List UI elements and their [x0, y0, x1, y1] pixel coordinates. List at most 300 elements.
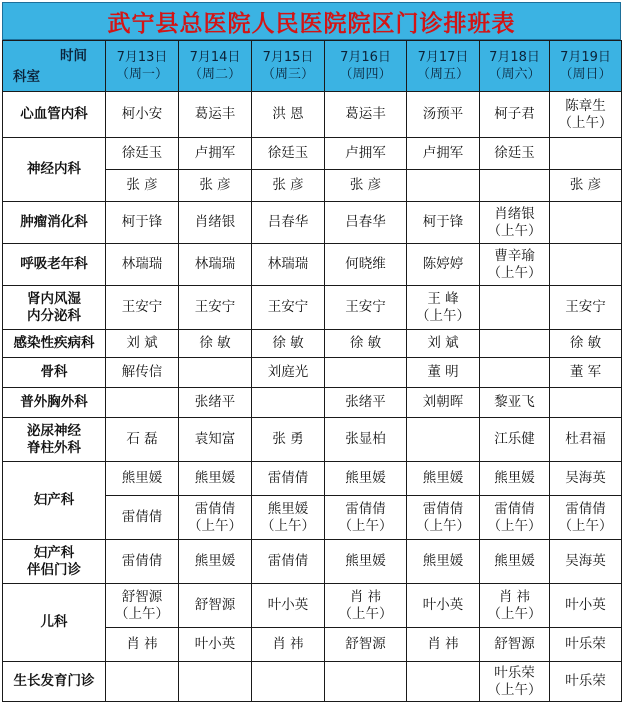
schedule-cell [325, 628, 407, 662]
doctor-name-text: 王安宁 [121, 299, 163, 315]
doctor-name-text: 卢拥军 [345, 145, 386, 161]
schedule-cell [252, 138, 325, 170]
doctor-name [407, 394, 479, 411]
schedule-cell [480, 462, 550, 496]
doctor-name-text: 舒智源 [494, 636, 535, 652]
schedule-cell [325, 496, 407, 540]
schedule-cell [407, 628, 480, 662]
department-name-cell [3, 286, 106, 330]
doctor-name-text: 肖 祎 [498, 588, 531, 605]
schedule-cell [325, 202, 407, 244]
day-weekday: （周四） [339, 67, 392, 82]
schedule-cell [179, 418, 252, 462]
shift-note: （上午） [487, 264, 542, 281]
table-row [3, 584, 622, 628]
doctor-name-text: 吴海英 [565, 470, 606, 486]
doctor-name [407, 145, 479, 162]
doctor-name-text: 徐 敏 [349, 335, 382, 351]
department-name-cell [3, 138, 106, 202]
department-name-cell [3, 244, 106, 286]
doctor-name-text: 刘 斌 [126, 335, 158, 351]
doctor-name [179, 597, 251, 614]
schedule-cell [325, 286, 407, 330]
schedule-cell [480, 138, 550, 170]
schedule-cell [550, 662, 622, 702]
schedule-cell [179, 462, 252, 496]
schedule-cell [179, 244, 252, 286]
doctor-name-text: 张 勇 [272, 431, 304, 447]
schedule-cell [179, 540, 252, 584]
day-date: 7月13日 [116, 50, 168, 65]
doctor-name [550, 177, 621, 194]
schedule-cell [179, 358, 252, 388]
doctor-name-text: 徐 敏 [272, 335, 304, 351]
doctor-name [252, 636, 324, 653]
doctor-name [407, 106, 479, 123]
department-name-cell [3, 92, 106, 138]
time-label: 时间 [60, 48, 87, 64]
doctor-name [407, 291, 479, 325]
schedule-cell [550, 244, 622, 286]
shift-note: （上午） [558, 114, 613, 131]
doctor-name-text: 袁知富 [194, 431, 236, 447]
doctor-name-text: 肖 祎 [427, 636, 459, 652]
schedule-cell [252, 462, 325, 496]
doctor-name-text: 熊里媛 [267, 500, 309, 517]
schedule-cell [252, 330, 325, 358]
doctor-name-text: 柯小安 [121, 106, 163, 122]
schedule-cell [106, 388, 179, 418]
page-title-text: 武宁县总医院人民医院院区门诊排班表 [107, 10, 516, 37]
doctor-name-text: 董 军 [569, 364, 602, 380]
schedule-cell [407, 170, 480, 202]
doctor-name [179, 394, 251, 411]
schedule-cell [252, 584, 325, 628]
doctor-name-text: 熊里媛 [345, 470, 386, 486]
doctor-name-text: 肖 祎 [349, 588, 382, 605]
doctor-name-text: 王安宁 [565, 299, 606, 315]
department-name: 生长发育门诊 [13, 673, 95, 689]
schedule-table [2, 40, 622, 702]
doctor-name-text: 肖绪银 [494, 205, 535, 222]
doctor-name [480, 636, 549, 653]
shift-note: （上午） [338, 517, 393, 534]
doctor-name-text: 舒智源 [194, 597, 236, 613]
shift-note: （上午） [487, 222, 542, 239]
schedule-cell [407, 92, 480, 138]
doctor-name-text: 叶小英 [565, 597, 606, 613]
schedule-cell [179, 584, 252, 628]
doctor-name [480, 553, 549, 570]
doctor-name [106, 553, 178, 570]
department-label: 科室 [13, 69, 40, 85]
department-name: 感染性疾病科 [13, 335, 95, 351]
department-name: 妇产科 [33, 492, 75, 508]
doctor-name-text: 王 峰 [427, 290, 459, 307]
department-name-cell [3, 330, 106, 358]
doctor-name [252, 299, 324, 316]
day-date: 7月18日 [489, 50, 540, 65]
doctor-name-text: 汤预平 [422, 106, 464, 122]
schedule-cell [106, 170, 179, 202]
table-row [3, 540, 622, 584]
doctor-name [480, 501, 549, 535]
doctor-name [407, 335, 479, 352]
doctor-name [179, 256, 251, 273]
doctor-name-text: 肖 祎 [272, 636, 304, 652]
doctor-name [325, 299, 406, 316]
shift-note: （上午） [188, 517, 242, 534]
doctor-name [325, 256, 406, 273]
schedule-cell [550, 584, 622, 628]
table-row [3, 202, 622, 244]
schedule-cell [179, 662, 252, 702]
corner-header-cell [3, 41, 106, 92]
schedule-cell [252, 418, 325, 462]
doctor-name [252, 470, 324, 487]
doctor-name-text: 叶乐荣 [565, 673, 606, 689]
schedule-cell [252, 170, 325, 202]
doctor-name-text: 吴海英 [565, 553, 606, 569]
doctor-name [325, 394, 406, 411]
schedule-cell [480, 584, 550, 628]
doctor-name-text: 王安宁 [194, 299, 236, 315]
doctor-name-text: 肖 祎 [126, 636, 158, 652]
department-name: 神经内科 [27, 161, 81, 177]
doctor-name-text: 葛运丰 [194, 106, 236, 122]
doctor-name [550, 501, 621, 535]
doctor-name [325, 106, 406, 123]
table-row [3, 330, 622, 358]
schedule-cell [480, 628, 550, 662]
schedule-cell [252, 628, 325, 662]
schedule-cell [325, 662, 407, 702]
schedule-cell [252, 244, 325, 286]
doctor-name-text: 雷倩倩 [121, 553, 163, 569]
schedule-cell [252, 388, 325, 418]
shift-note: （上午） [416, 517, 470, 534]
schedule-cell [407, 138, 480, 170]
doctor-name [179, 145, 251, 162]
doctor-name [325, 177, 406, 194]
schedule-cell [179, 92, 252, 138]
schedule-cell [106, 138, 179, 170]
schedule-cell [106, 358, 179, 388]
schedule-cell [179, 202, 252, 244]
schedule-cell [106, 540, 179, 584]
doctor-name [252, 335, 324, 352]
shift-note: （上午） [558, 517, 613, 534]
schedule-cell [252, 202, 325, 244]
doctor-name [179, 501, 251, 535]
doctor-name [252, 177, 324, 194]
doctor-name [407, 636, 479, 653]
doctor-name-text: 雷倩倩 [267, 553, 309, 569]
doctor-name [407, 214, 479, 231]
schedule-cell [106, 92, 179, 138]
schedule-cell [252, 358, 325, 388]
schedule-cell [325, 584, 407, 628]
doctor-name-text: 卢拥军 [194, 145, 236, 161]
header-row [3, 41, 622, 92]
day-header-cell [480, 41, 550, 92]
doctor-name [325, 501, 406, 535]
doctor-name-text: 熊里媛 [121, 470, 163, 486]
doctor-name [550, 335, 621, 352]
department-name: 妇产科 [33, 544, 75, 561]
doctor-name-text: 柯于锋 [121, 214, 163, 230]
schedule-cell [407, 462, 480, 496]
doctor-name [252, 431, 324, 448]
doctor-name-text: 叶小英 [422, 597, 464, 613]
schedule-cell [407, 244, 480, 286]
schedule-cell [550, 170, 622, 202]
department-name: 肿瘤消化科 [20, 214, 88, 230]
doctor-name [252, 214, 324, 231]
shift-note: （上午） [487, 681, 542, 698]
schedule-cell [407, 358, 480, 388]
schedule-cell [252, 662, 325, 702]
schedule-cell [106, 418, 179, 462]
doctor-name-text: 张 彦 [569, 177, 602, 193]
department-name: 儿科 [40, 614, 68, 630]
schedule-cell [480, 286, 550, 330]
doctor-name [480, 470, 549, 487]
day-header-cell [106, 41, 179, 92]
schedule-cell [106, 244, 179, 286]
doctor-name-text: 徐廷玉 [267, 145, 309, 161]
doctor-name-text: 徐廷玉 [494, 145, 535, 161]
schedule-cell [106, 584, 179, 628]
doctor-name [179, 636, 251, 653]
doctor-name [106, 509, 178, 526]
doctor-name-text: 林瑞瑞 [194, 256, 236, 272]
department-name-cell [3, 540, 106, 584]
page-title [2, 2, 621, 40]
doctor-name-text: 柯子君 [494, 106, 535, 122]
schedule-cell [550, 418, 622, 462]
day-date: 7月16日 [340, 50, 391, 65]
doctor-name-text: 叶小英 [194, 636, 236, 652]
doctor-name [179, 470, 251, 487]
doctor-name-text: 雷倩倩 [422, 500, 464, 517]
doctor-name [407, 597, 479, 614]
doctor-name [480, 589, 549, 623]
doctor-name-text: 陈章生 [565, 97, 606, 114]
schedule-cell [179, 330, 252, 358]
shift-note: （上午） [338, 605, 393, 622]
doctor-name-text: 徐 敏 [569, 335, 602, 351]
doctor-name [325, 553, 406, 570]
schedule-cell [252, 92, 325, 138]
doctor-name-text: 叶乐荣 [565, 636, 606, 652]
doctor-name [179, 214, 251, 231]
doctor-name [407, 364, 479, 381]
schedule-cell [252, 540, 325, 584]
schedule-cell [407, 202, 480, 244]
doctor-name [550, 299, 621, 316]
doctor-name-text: 吕春华 [267, 214, 309, 230]
doctor-name-text: 林瑞瑞 [121, 256, 163, 272]
shift-note: （上午） [115, 605, 169, 622]
day-header-cell [550, 41, 622, 92]
doctor-name [480, 431, 549, 448]
schedule-cell [550, 540, 622, 584]
doctor-name-text: 石 磊 [126, 431, 158, 447]
doctor-name [325, 431, 406, 448]
schedule-cell [106, 496, 179, 540]
doctor-name-text: 江乐健 [494, 431, 535, 447]
doctor-name-text: 叶小英 [267, 597, 309, 613]
day-weekday: （周六） [488, 67, 541, 82]
department-name-cell [3, 584, 106, 662]
doctor-name [480, 145, 549, 162]
doctor-name [179, 335, 251, 352]
doctor-name-text: 熊里媛 [494, 470, 535, 486]
doctor-name [325, 589, 406, 623]
doctor-name-text: 杜君福 [565, 431, 606, 447]
schedule-cell [480, 202, 550, 244]
doctor-name [480, 248, 549, 282]
doctor-name [325, 335, 406, 352]
doctor-name [179, 553, 251, 570]
doctor-name-text: 张绪平 [345, 394, 386, 410]
schedule-cell [550, 138, 622, 170]
shift-note: （上午） [261, 517, 315, 534]
doctor-name [550, 673, 621, 690]
schedule-cell [550, 358, 622, 388]
shift-note: （上午） [487, 517, 542, 534]
schedule-cell [480, 662, 550, 702]
shift-note: （上午） [487, 605, 542, 622]
doctor-name-text: 肖绪银 [194, 214, 236, 230]
doctor-name [179, 431, 251, 448]
day-date: 7月17日 [417, 50, 469, 65]
doctor-name [106, 214, 178, 231]
schedule-cell [407, 388, 480, 418]
schedule-cell [179, 388, 252, 418]
schedule-cell [106, 462, 179, 496]
schedule-cell [407, 496, 480, 540]
table-row [3, 138, 622, 170]
schedule-cell [325, 388, 407, 418]
doctor-name-text: 张 彦 [272, 177, 304, 193]
doctor-name-text: 徐廷玉 [121, 145, 163, 161]
doctor-name [106, 636, 178, 653]
department-name: 泌尿神经 [27, 422, 81, 439]
doctor-name-text: 熊里媛 [194, 553, 236, 569]
doctor-name-text: 叶乐荣 [494, 664, 535, 681]
doctor-name [407, 470, 479, 487]
doctor-name [252, 106, 324, 123]
doctor-name-text: 熊里媛 [422, 470, 464, 486]
doctor-name-text: 张 彦 [126, 177, 158, 193]
doctor-name [252, 553, 324, 570]
schedule-cell [252, 286, 325, 330]
doctor-name-text: 柯于锋 [422, 214, 464, 230]
schedule-cell [550, 286, 622, 330]
doctor-name-text: 雷倩倩 [345, 500, 386, 517]
doctor-name [106, 589, 178, 623]
department-name: 呼吸老年科 [20, 256, 88, 272]
table-row [3, 286, 622, 330]
doctor-name-text: 熊里媛 [494, 553, 535, 569]
schedule-cell [407, 584, 480, 628]
department-name-cell [3, 358, 106, 388]
doctor-name [252, 364, 324, 381]
department-name-cell [3, 202, 106, 244]
schedule-cell [407, 662, 480, 702]
schedule-cell [407, 540, 480, 584]
schedule-cell [179, 170, 252, 202]
doctor-name-text: 舒智源 [345, 636, 386, 652]
doctor-name [407, 553, 479, 570]
doctor-name [179, 299, 251, 316]
day-header-cell [325, 41, 407, 92]
table-row [3, 92, 622, 138]
doctor-name [106, 335, 178, 352]
day-date: 7月14日 [189, 50, 241, 65]
doctor-name-text: 熊里媛 [422, 553, 464, 569]
doctor-name-text: 林瑞瑞 [267, 256, 309, 272]
doctor-name [106, 256, 178, 273]
doctor-name [106, 106, 178, 123]
doctor-name [325, 636, 406, 653]
doctor-name [106, 470, 178, 487]
doctor-name [106, 299, 178, 316]
doctor-name-text: 雷倩倩 [194, 500, 236, 517]
doctor-name [325, 214, 406, 231]
doctor-name-text: 熊里媛 [194, 470, 236, 486]
schedule-cell [325, 358, 407, 388]
doctor-name [106, 431, 178, 448]
doctor-name-text: 刘朝晖 [422, 394, 464, 410]
doctor-name [179, 106, 251, 123]
doctor-name [325, 145, 406, 162]
doctor-name-text: 洪 恩 [272, 106, 304, 122]
schedule-cell [325, 92, 407, 138]
doctor-name [550, 597, 621, 614]
schedule-cell [407, 418, 480, 462]
doctor-name-text: 王安宁 [267, 299, 309, 315]
schedule-cell [550, 496, 622, 540]
shift-note: （上午） [416, 307, 470, 324]
day-header-cell [179, 41, 252, 92]
doctor-name-text: 张 彦 [349, 177, 382, 193]
schedule-cell [106, 662, 179, 702]
schedule-cell [480, 92, 550, 138]
department-name: 脊柱外科 [27, 439, 81, 456]
doctor-name-text: 徐 敏 [199, 335, 231, 351]
doctor-name-text: 熊里媛 [345, 553, 386, 569]
schedule-cell [179, 138, 252, 170]
doctor-name [252, 597, 324, 614]
schedule-cell [325, 330, 407, 358]
schedule-cell [407, 330, 480, 358]
doctor-name-text: 卢拥军 [422, 145, 464, 161]
doctor-name [407, 501, 479, 535]
schedule-cell [106, 330, 179, 358]
department-name: 肾内风湿 [27, 290, 81, 307]
doctor-name-text: 黎亚飞 [494, 394, 535, 410]
day-date: 7月15日 [262, 50, 314, 65]
schedule-cell [480, 358, 550, 388]
doctor-name [106, 177, 178, 194]
doctor-name [550, 431, 621, 448]
schedule-cell [407, 286, 480, 330]
doctor-name-text: 刘 斌 [427, 335, 459, 351]
table-row [3, 418, 622, 462]
